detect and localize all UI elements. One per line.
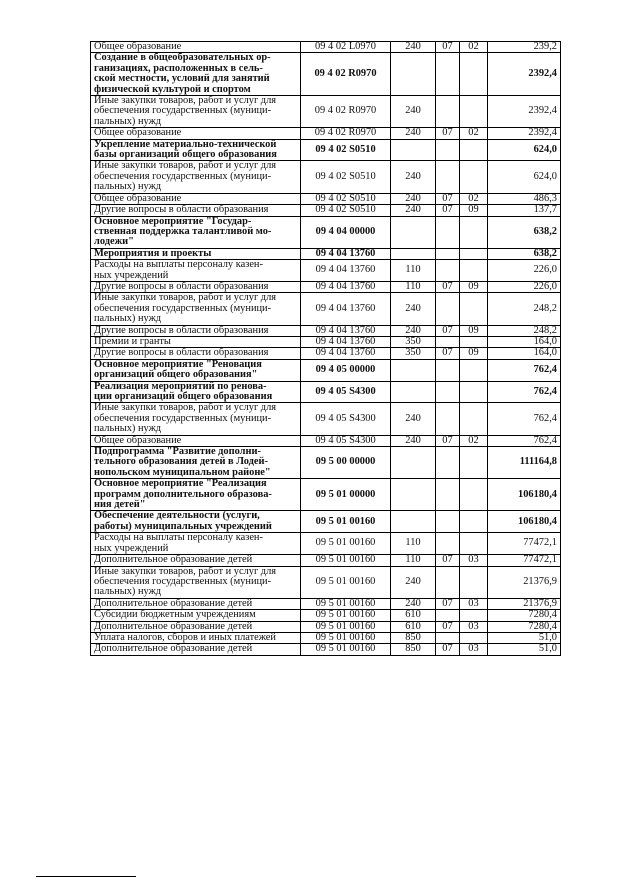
row-subsection-cell xyxy=(460,479,488,511)
row-section-cell xyxy=(436,260,460,282)
row-amount-cell: 21376,9 xyxy=(488,566,561,598)
row-expense-type-cell: 240 xyxy=(391,435,436,446)
table-row xyxy=(91,381,561,403)
table-row xyxy=(91,205,561,216)
row-section-cell xyxy=(436,139,460,161)
table-row xyxy=(91,348,561,359)
row-code-cell: 09 4 02 S0510 xyxy=(301,205,391,216)
row-expense-type-cell: 240 xyxy=(391,598,436,609)
row-code-cell: 09 4 04 13760 xyxy=(301,260,391,282)
footnote-separator-line xyxy=(36,876,136,877)
row-name-cell: Уплата налогов, сборов и иных платежей xyxy=(91,632,301,643)
row-amount-cell: 111164,8 xyxy=(488,447,561,479)
row-expense-type-cell: 350 xyxy=(391,336,436,347)
row-amount-cell: 624,0 xyxy=(488,161,561,193)
row-amount-cell: 106180,4 xyxy=(488,479,561,511)
row-expense-type-cell: 850 xyxy=(391,644,436,655)
row-subsection-cell xyxy=(460,610,488,621)
table-row xyxy=(91,325,561,336)
table-row xyxy=(91,621,561,632)
table-row xyxy=(91,139,561,161)
row-subsection-cell xyxy=(460,566,488,598)
row-name-cell: Другие вопросы в области образования xyxy=(91,325,301,336)
row-section-cell xyxy=(436,96,460,128)
row-section-cell: 07 xyxy=(436,644,460,655)
row-code-cell: 09 4 02 S0510 xyxy=(301,193,391,204)
row-expense-type-cell xyxy=(391,53,436,96)
row-subsection-cell xyxy=(460,161,488,193)
row-expense-type-cell: 240 xyxy=(391,128,436,139)
row-name-cell: Мероприятия и проекты xyxy=(91,248,301,259)
row-expense-type-cell xyxy=(391,447,436,479)
row-section-cell: 07 xyxy=(436,325,460,336)
table-row xyxy=(91,193,561,204)
row-section-cell xyxy=(436,381,460,403)
row-name-cell: Иные закупки товаров, работ и услуг для обеспечения государственных (муници- пальных) нужд xyxy=(91,403,301,435)
row-expense-type-cell: 240 xyxy=(391,403,436,435)
row-code-cell: 09 5 00 00000 xyxy=(301,447,391,479)
row-name-cell: Премии и гранты xyxy=(91,336,301,347)
row-expense-type-cell xyxy=(391,248,436,259)
row-name-cell: Дополнительное образование детей xyxy=(91,644,301,655)
row-section-cell xyxy=(436,511,460,533)
row-amount-cell: 226,0 xyxy=(488,281,561,292)
row-expense-type-cell: 110 xyxy=(391,260,436,282)
budget-table xyxy=(90,41,561,656)
row-name-cell: Подпрограмма "Развитие дополни- тельного образования детей в Лодей- нопольском муниципальном районе" xyxy=(91,447,301,479)
row-section-cell xyxy=(436,403,460,435)
row-code-cell: 09 4 02 S0510 xyxy=(301,139,391,161)
row-subsection-cell xyxy=(460,53,488,96)
row-code-cell: 09 4 04 13760 xyxy=(301,348,391,359)
row-section-cell: 07 xyxy=(436,435,460,446)
row-expense-type-cell xyxy=(391,511,436,533)
row-subsection-cell xyxy=(460,260,488,282)
row-subsection-cell xyxy=(460,96,488,128)
row-subsection-cell: 02 xyxy=(460,128,488,139)
row-name-cell: Дополнительное образование детей xyxy=(91,555,301,566)
row-section-cell xyxy=(436,479,460,511)
row-code-cell: 09 4 02 R0970 xyxy=(301,53,391,96)
row-subsection-cell xyxy=(460,359,488,381)
row-subsection-cell: 09 xyxy=(460,348,488,359)
row-expense-type-cell: 240 xyxy=(391,293,436,325)
row-expense-type-cell: 240 xyxy=(391,42,436,53)
row-section-cell xyxy=(436,632,460,643)
row-code-cell: 09 4 05 S4300 xyxy=(301,381,391,403)
table-row xyxy=(91,281,561,292)
row-name-cell: Иные закупки товаров, работ и услуг для обеспечения государственных (муници- пальных) нужд xyxy=(91,96,301,128)
row-subsection-cell: 02 xyxy=(460,435,488,446)
row-name-cell: Основное мероприятие "Государ- ственная поддержка талантливой мо- лодежи" xyxy=(91,216,301,248)
row-code-cell: 09 4 04 13760 xyxy=(301,325,391,336)
row-name-cell: Общее образование xyxy=(91,193,301,204)
row-amount-cell: 2392,4 xyxy=(488,128,561,139)
row-expense-type-cell: 610 xyxy=(391,621,436,632)
row-expense-type-cell: 110 xyxy=(391,555,436,566)
row-expense-type-cell: 850 xyxy=(391,632,436,643)
row-subsection-cell: 03 xyxy=(460,644,488,655)
row-amount-cell: 762,4 xyxy=(488,381,561,403)
row-section-cell xyxy=(436,533,460,555)
table-row xyxy=(91,610,561,621)
row-subsection-cell xyxy=(460,293,488,325)
row-section-cell xyxy=(436,216,460,248)
row-amount-cell: 137,7 xyxy=(488,205,561,216)
row-name-cell: Дополнительное образование детей xyxy=(91,621,301,632)
row-section-cell: 07 xyxy=(436,555,460,566)
row-section-cell xyxy=(436,293,460,325)
table-row xyxy=(91,403,561,435)
row-name-cell: Общее образование xyxy=(91,435,301,446)
row-section-cell xyxy=(436,447,460,479)
row-expense-type-cell: 240 xyxy=(391,205,436,216)
table-row xyxy=(91,533,561,555)
row-subsection-cell: 02 xyxy=(460,193,488,204)
row-name-cell: Основное мероприятие "Реализация программ дополнительного образова- ния детей" xyxy=(91,479,301,511)
row-amount-cell: 638,2 xyxy=(488,216,561,248)
table-row xyxy=(91,644,561,655)
row-subsection-cell xyxy=(460,248,488,259)
table-row xyxy=(91,566,561,598)
row-expense-type-cell xyxy=(391,139,436,161)
row-amount-cell: 77472,1 xyxy=(488,555,561,566)
table-row xyxy=(91,336,561,347)
row-expense-type-cell xyxy=(391,381,436,403)
row-name-cell: Другие вопросы в области образования xyxy=(91,281,301,292)
row-amount-cell: 51,0 xyxy=(488,644,561,655)
row-section-cell xyxy=(436,336,460,347)
row-section-cell xyxy=(436,566,460,598)
row-code-cell: 09 5 01 00000 xyxy=(301,479,391,511)
row-code-cell: 09 5 01 00160 xyxy=(301,555,391,566)
row-name-cell: Общее образование xyxy=(91,128,301,139)
row-subsection-cell: 02 xyxy=(460,42,488,53)
table-row xyxy=(91,632,561,643)
row-name-cell: Создание в общеобразовательных ор- ганизациях, расположенных в сель- ской местности, условий для занятий физической культурой и спортом xyxy=(91,53,301,96)
row-code-cell: 09 4 02 R0970 xyxy=(301,128,391,139)
row-expense-type-cell xyxy=(391,479,436,511)
row-expense-type-cell: 110 xyxy=(391,533,436,555)
row-name-cell: Иные закупки товаров, работ и услуг для обеспечения государственных (муници- пальных) нужд xyxy=(91,161,301,193)
row-amount-cell: 164,0 xyxy=(488,336,561,347)
table-row xyxy=(91,260,561,282)
row-amount-cell: 7280,4 xyxy=(488,610,561,621)
row-amount-cell: 51,0 xyxy=(488,632,561,643)
row-section-cell: 07 xyxy=(436,128,460,139)
row-section-cell: 07 xyxy=(436,621,460,632)
row-subsection-cell xyxy=(460,533,488,555)
row-code-cell: 09 4 05 S4300 xyxy=(301,435,391,446)
table-row xyxy=(91,598,561,609)
row-code-cell: 09 5 01 00160 xyxy=(301,621,391,632)
row-code-cell: 09 5 01 00160 xyxy=(301,533,391,555)
row-subsection-cell xyxy=(460,336,488,347)
row-code-cell: 09 4 04 13760 xyxy=(301,336,391,347)
row-name-cell: Укрепление материально-технической базы организаций общего образования xyxy=(91,139,301,161)
row-code-cell: 09 4 02 S0510 xyxy=(301,161,391,193)
row-subsection-cell xyxy=(460,403,488,435)
table-row xyxy=(91,435,561,446)
row-code-cell: 09 5 01 00160 xyxy=(301,511,391,533)
row-amount-cell: 2392,4 xyxy=(488,96,561,128)
row-amount-cell: 239,2 xyxy=(488,42,561,53)
row-amount-cell: 486,3 xyxy=(488,193,561,204)
row-name-cell: Другие вопросы в области образования xyxy=(91,348,301,359)
row-expense-type-cell xyxy=(391,359,436,381)
row-amount-cell: 7280,4 xyxy=(488,621,561,632)
table-row xyxy=(91,293,561,325)
row-section-cell: 07 xyxy=(436,281,460,292)
row-section-cell xyxy=(436,53,460,96)
table-row xyxy=(91,216,561,248)
table-row xyxy=(91,42,561,53)
row-subsection-cell: 03 xyxy=(460,598,488,609)
row-code-cell: 09 4 04 13760 xyxy=(301,281,391,292)
row-section-cell xyxy=(436,610,460,621)
row-amount-cell: 762,4 xyxy=(488,435,561,446)
row-subsection-cell: 03 xyxy=(460,621,488,632)
table-row xyxy=(91,447,561,479)
row-section-cell: 07 xyxy=(436,42,460,53)
row-amount-cell: 624,0 xyxy=(488,139,561,161)
table-row xyxy=(91,96,561,128)
row-name-cell: Основное мероприятие "Реновация организаций общего образования" xyxy=(91,359,301,381)
row-name-cell: Обеспечение деятельности (услуги, работы) муниципальных учреждений xyxy=(91,511,301,533)
row-amount-cell: 762,4 xyxy=(488,403,561,435)
row-code-cell: 09 5 01 00160 xyxy=(301,610,391,621)
row-code-cell: 09 4 04 13760 xyxy=(301,248,391,259)
row-name-cell: Другие вопросы в области образования xyxy=(91,205,301,216)
row-code-cell: 09 4 02 L0970 xyxy=(301,42,391,53)
row-section-cell: 07 xyxy=(436,205,460,216)
row-amount-cell: 164,0 xyxy=(488,348,561,359)
row-amount-cell: 106180,4 xyxy=(488,511,561,533)
row-subsection-cell: 09 xyxy=(460,205,488,216)
row-subsection-cell: 09 xyxy=(460,325,488,336)
row-amount-cell: 248,2 xyxy=(488,293,561,325)
row-name-cell: Дополнительное образование детей xyxy=(91,598,301,609)
row-name-cell: Субсидии бюджетным учреждениям xyxy=(91,610,301,621)
table-row xyxy=(91,555,561,566)
row-name-cell: Реализация мероприятий по ренова- ции организаций общего образования xyxy=(91,381,301,403)
row-name-cell: Иные закупки товаров, работ и услуг для обеспечения государственных (муници- пальных) нужд xyxy=(91,293,301,325)
row-name-cell: Иные закупки товаров, работ и услуг для обеспечения государственных (муници- пальных) нужд xyxy=(91,566,301,598)
row-amount-cell: 77472,1 xyxy=(488,533,561,555)
row-expense-type-cell: 240 xyxy=(391,161,436,193)
row-code-cell: 09 4 04 13760 xyxy=(301,293,391,325)
row-amount-cell: 248,2 xyxy=(488,325,561,336)
row-subsection-cell xyxy=(460,139,488,161)
row-section-cell xyxy=(436,248,460,259)
row-amount-cell: 2392,4 xyxy=(488,53,561,96)
row-code-cell: 09 5 01 00160 xyxy=(301,598,391,609)
row-subsection-cell xyxy=(460,381,488,403)
row-code-cell: 09 4 02 R0970 xyxy=(301,96,391,128)
table-row xyxy=(91,359,561,381)
row-subsection-cell xyxy=(460,447,488,479)
row-expense-type-cell xyxy=(391,216,436,248)
row-subsection-cell: 03 xyxy=(460,555,488,566)
table-row xyxy=(91,479,561,511)
row-expense-type-cell: 110 xyxy=(391,281,436,292)
row-code-cell: 09 4 04 00000 xyxy=(301,216,391,248)
row-subsection-cell xyxy=(460,216,488,248)
row-subsection-cell: 09 xyxy=(460,281,488,292)
row-amount-cell: 638,2 xyxy=(488,248,561,259)
row-amount-cell: 226,0 xyxy=(488,260,561,282)
row-section-cell: 07 xyxy=(436,193,460,204)
row-expense-type-cell: 240 xyxy=(391,325,436,336)
row-section-cell: 07 xyxy=(436,348,460,359)
row-code-cell: 09 4 05 S4300 xyxy=(301,403,391,435)
table-row xyxy=(91,511,561,533)
table-row xyxy=(91,248,561,259)
row-name-cell: Общее образование xyxy=(91,42,301,53)
row-section-cell: 07 xyxy=(436,598,460,609)
row-section-cell xyxy=(436,161,460,193)
row-expense-type-cell: 240 xyxy=(391,566,436,598)
row-code-cell: 09 5 01 00160 xyxy=(301,644,391,655)
row-code-cell: 09 4 05 00000 xyxy=(301,359,391,381)
row-code-cell: 09 5 01 00160 xyxy=(301,632,391,643)
row-subsection-cell xyxy=(460,511,488,533)
row-section-cell xyxy=(436,359,460,381)
row-amount-cell: 21376,9 xyxy=(488,598,561,609)
row-code-cell: 09 5 01 00160 xyxy=(301,566,391,598)
row-expense-type-cell: 350 xyxy=(391,348,436,359)
row-expense-type-cell: 240 xyxy=(391,193,436,204)
table-row xyxy=(91,128,561,139)
row-name-cell: Расходы на выплаты персоналу казен- ных учреждений xyxy=(91,533,301,555)
row-subsection-cell xyxy=(460,632,488,643)
row-name-cell: Расходы на выплаты персоналу казен- ных учреждений xyxy=(91,260,301,282)
table-row xyxy=(91,53,561,96)
row-expense-type-cell: 610 xyxy=(391,610,436,621)
row-amount-cell: 762,4 xyxy=(488,359,561,381)
table-body xyxy=(91,42,561,656)
table-row xyxy=(91,161,561,193)
row-expense-type-cell: 240 xyxy=(391,96,436,128)
